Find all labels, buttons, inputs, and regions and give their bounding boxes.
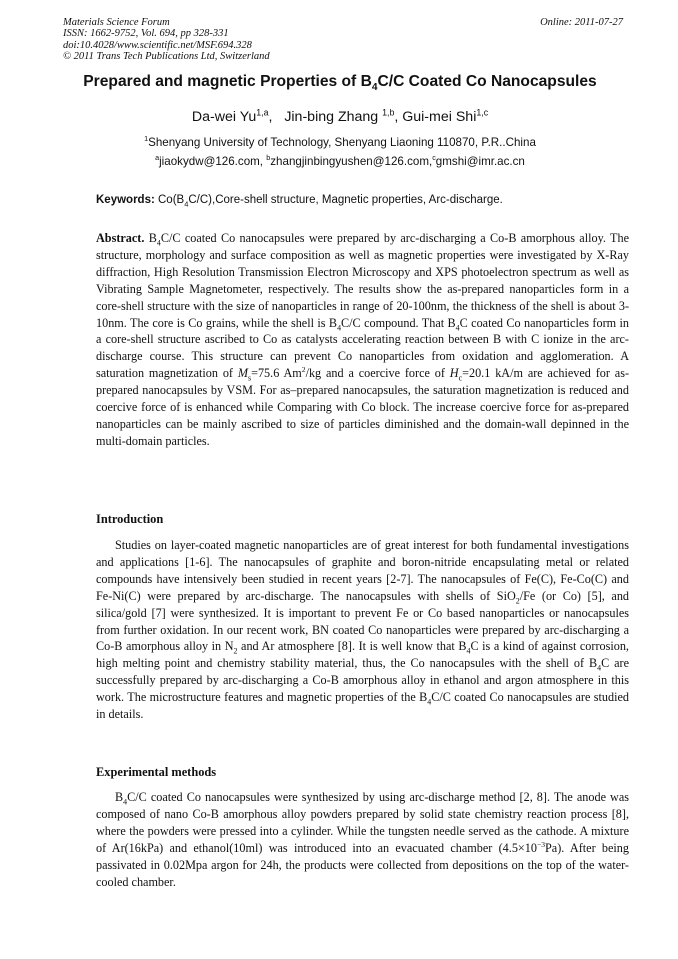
email-a: jiaokydw@126.com, bbox=[159, 155, 267, 168]
hc-symbol: H bbox=[449, 366, 459, 381]
author-2-sup: 1,b bbox=[382, 107, 395, 118]
abstract-text: =20.1 kA/m are achieved for as-prepared nanocapsules by VSM. For as–prepared nanocapsules, the saturation magnetization is reduced and coercive force of is enhanced while Comparing with Co block. The increase coercive force for as-prepared nanoparticles can be mainly ascribed to size of particles diminished and the domain-wall depinned in the multi-domain particles. bbox=[96, 366, 630, 448]
exp-text: Pa). After being passivated in 0.02Mpa argon for 24h, the products were collected from depositions on the top of the water-cooled chamber. bbox=[96, 840, 629, 889]
exp-superscript: −3 bbox=[536, 839, 546, 849]
unit-superscript: 2 bbox=[301, 365, 306, 375]
exp-sub: 4 bbox=[123, 797, 128, 807]
keywords-text-1: Co(B bbox=[154, 194, 185, 206]
keywords bbox=[96, 194, 636, 209]
author-2: Jin-bing Zhang bbox=[284, 109, 383, 125]
abstract-text: C coated Co nanoparticles form in a core-shell structure ascribed to Co as catalysts accelerating reaction between B with C ionize in the arc-discharge course. This structure can prevent Co nanoparticles from oxidation and agglomeration. A saturation magnetization of bbox=[96, 315, 630, 381]
intro-text: C is a kind of against corrosion, high melting point and chemistry stability material, thus, the Co nanocapsules with the shell of B bbox=[96, 639, 629, 671]
journal-header bbox=[63, 17, 623, 62]
intro-sub: 4 bbox=[427, 697, 432, 707]
intro-sub: 2 bbox=[515, 596, 520, 606]
hc-subscript: c bbox=[458, 373, 463, 383]
intro-text: /Fe (or Co) [5], and silica/gold [7] were synthesized. It is important to prevent Fe or Co based nanoparticles or nanocapsules from further oxidation. In our recent work, BN coated Co nanoparticles were prepared by arc-discharging a Co-B amorphous alloy in N bbox=[96, 588, 630, 654]
intro-text: and Ar atmosphere [8]. It is well know that B bbox=[237, 639, 467, 654]
keywords-sub: 4 bbox=[184, 199, 189, 209]
exp-text: C/C coated Co nanocapsules were synthesized by using arc-discharge method [2, 8]. The anode was composed of nano Co-B amorphous alloy powders prepared by solid state chemistry reaction process [8], where the powders were pressed into a cylinder. While the tungsten needle served as the cathode. A mixture of Ar(16kPa) and ethanol(10ml) was introduced into an evacuated chamber (4.5×10 bbox=[96, 790, 629, 855]
abstract bbox=[96, 230, 629, 450]
ms-subscript: s bbox=[248, 373, 252, 383]
title-part-2: C/C Coated Co Nanocapsules bbox=[377, 73, 597, 90]
abstract-sub: 4 bbox=[156, 238, 161, 248]
introduction-paragraph bbox=[96, 537, 629, 723]
author-1-sup: 1,a bbox=[256, 107, 269, 118]
affiliation bbox=[40, 136, 640, 149]
abstract-text: B bbox=[144, 231, 157, 245]
title-part-1: Prepared and magnetic Properties of B bbox=[83, 73, 372, 90]
author-emails bbox=[40, 155, 640, 168]
email-b: zhangjinbingyushen@126.com, bbox=[270, 155, 433, 168]
abstract-text: C/C compound. That B bbox=[341, 315, 456, 330]
ms-symbol: M bbox=[237, 366, 248, 381]
author-list: Da-wei Yu$^{1,a}$, Jin-bing Zhang $^{1,b}$, Gui-mei Shi$^{1,c}$ bbox=[191, 107, 489, 125]
journal-name: Materials Science Forum bbox=[63, 17, 170, 28]
online-date: Online: 2011-07-27 bbox=[540, 17, 623, 28]
abstract-sub: 4 bbox=[337, 322, 342, 332]
author-3: Gui-mei Shi bbox=[402, 109, 477, 125]
paper-title bbox=[40, 73, 640, 94]
email-c-sup: c bbox=[432, 153, 436, 163]
keywords-label: Keywords: bbox=[96, 194, 155, 206]
abstract-text: C/C coated Co nanocapsules were prepared by arc-discharging a Co-B amorphous alloy. The structure, morphology and surface composition as well as magnetic properties were investigated by X-Ray diffraction, High Resolution Transmission Electron Microscopy and XPS photoelectron spectrum as well as Vibrating Sample Magnetometer, respectively. The results show the as-prepared nanoparticles form in a core-shell structure with the size of nanoparticles in range of 20-100nm, the thickness of the shell is about 3-10nm. The core is Co grains, while the shell is B bbox=[96, 231, 630, 330]
intro-sub: 4 bbox=[597, 663, 602, 673]
doi-line: doi:10.4028/www.scientific.net/MSF.694.328 bbox=[63, 39, 252, 51]
email-a-sup: a bbox=[155, 153, 160, 163]
exp-text: B bbox=[115, 790, 124, 804]
abstract-label: Abstract. bbox=[96, 231, 145, 245]
email-c: gmshi@imr.ac.cn bbox=[435, 155, 525, 168]
experimental-heading: Experimental methods bbox=[96, 765, 217, 779]
introduction-heading: Introduction bbox=[96, 512, 164, 526]
intro-text: C/C coated Co nanocapsules are studied in details. bbox=[96, 690, 630, 722]
author-3-sup: 1,c bbox=[476, 107, 489, 118]
intro-text: C are successfully prepared by arc-discharging a Co-B amorphous alloy in ethanol and argon atmosphere in this work. The microstructure features and magnetic properties of the B bbox=[96, 656, 629, 705]
title-subscript: 4 bbox=[371, 82, 378, 94]
intro-sub: 4 bbox=[466, 646, 471, 656]
affiliation-text: Shenyang University of Technology, Shenyang Liaoning 110870, P.R..China bbox=[148, 136, 536, 149]
abstract-text: /kg and a coercive force of bbox=[305, 366, 450, 381]
author-1: Da-wei Yu bbox=[191, 109, 257, 125]
intro-sub: 2 bbox=[233, 646, 238, 656]
experimental-paragraph bbox=[96, 789, 629, 890]
keywords-text-2: C/C),Core-shell structure, Magnetic properties, Arc-discharge. bbox=[188, 194, 503, 206]
copyright-line: © 2011 Trans Tech Publications Ltd, Switzerland bbox=[63, 50, 270, 62]
abstract-text: =75.6 Am bbox=[251, 366, 302, 381]
issn-line: ISSN: 1662-9752, Vol. 694, pp 328-331 bbox=[63, 28, 229, 40]
email-b-sup: b bbox=[266, 153, 271, 163]
intro-text: Studies on layer-coated magnetic nanoparticles are of great interest for both fundamental investigations and applications [1-6]. The nanocapsules of graphite and boron-nitride encapsulating metal or related compounds have intensively been studied in recent years [2-7]. The nanocapsules of Fe(C), Fe-Co(C) and Fe-Ni(C) were prepared by arc-discharge. The nanocapsules with shells of SiO bbox=[96, 538, 629, 603]
abstract-sub: 4 bbox=[455, 322, 460, 332]
affiliation-sup: 1 bbox=[144, 134, 149, 144]
